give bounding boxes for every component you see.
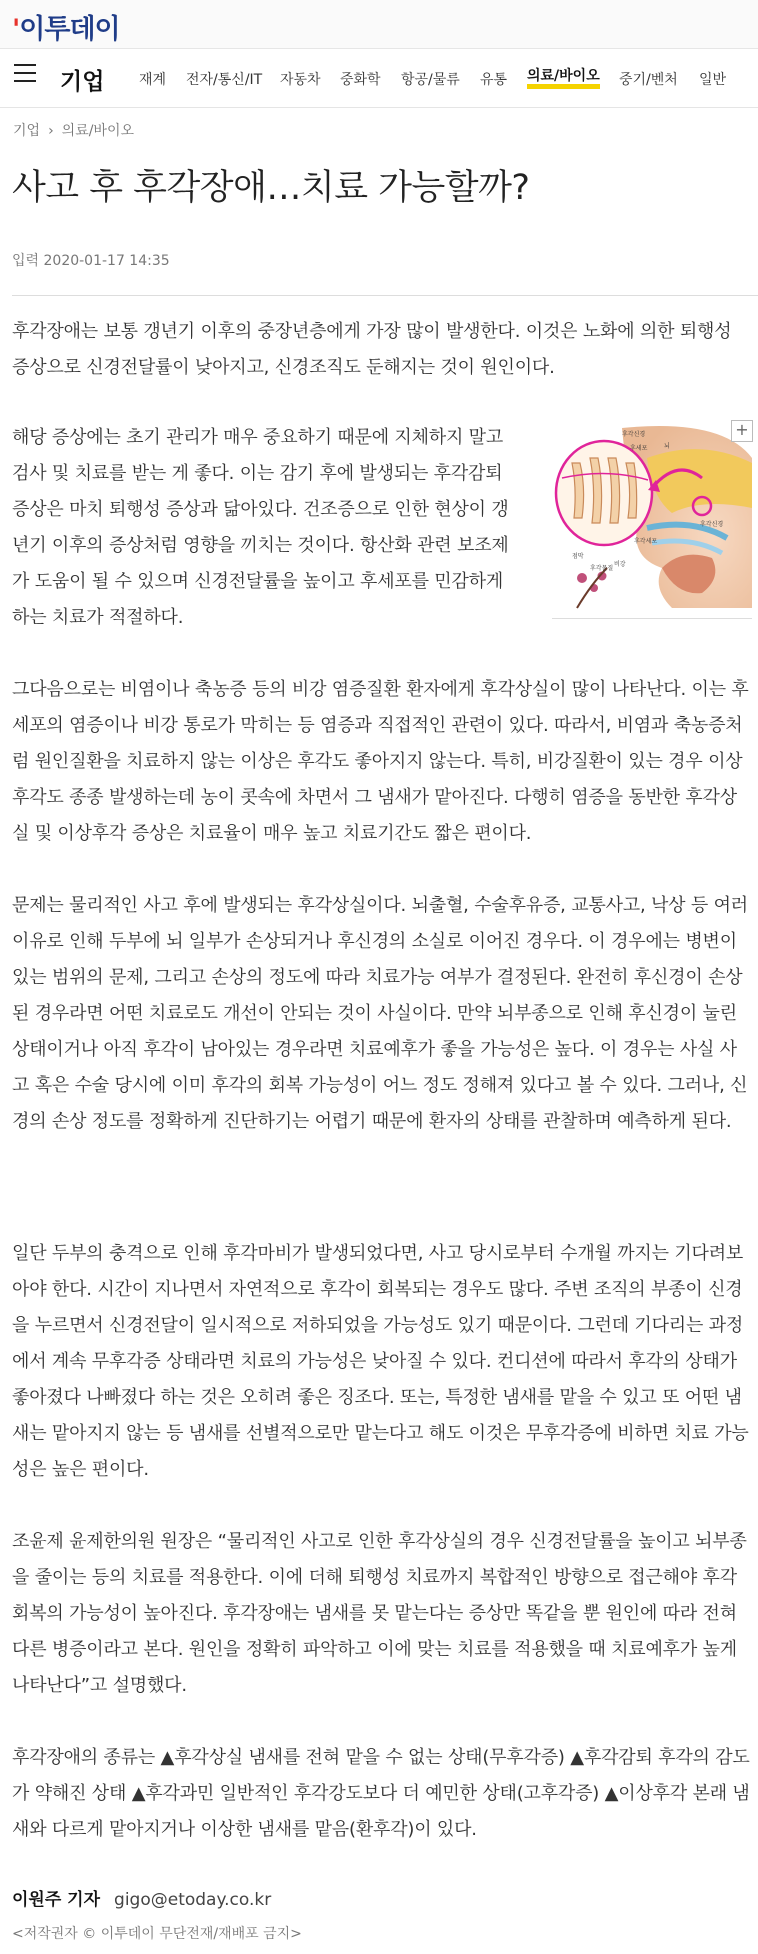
article-paragraph: 그다음으로는 비염이나 축농증 등의 비강 염증질환 환자에게 후각상실이 많이 나타난다. 이는 후세포의 염증이나 비강 통로가 막히는 등 염증과 직접적인 관련이 있다. 따라서, 비염과 축농증처럼 원인질환을 치료하지 않는 이상은 후각도 좋아지지 않는다. 특히, 비강질환이 있는 경우 이상후각도 종종 발생하는데 농이 콧속에 차면서 그 냄새가 맡아진다. 다행히 염증을 동반한 후각상실 및 이상후각 증상은 치료율이 매우 높고 치료기간도 짧은 편이다. (12, 679, 749, 844)
logo-text: 이투데이 (19, 14, 120, 45)
category-nav (0, 60, 758, 100)
nav-item-conglomerate[interactable]: 재계 (139, 72, 167, 88)
breadcrumb (13, 120, 134, 140)
figure-label: 뇌 (664, 443, 670, 450)
article-paragraph: 조윤제 윤제한의원 원장은 “물리적인 사고로 인한 후각상실의 경우 신경전달률을 높이고 뇌부종을 줄이는 등의 치료를 적용한다. 이에 더해 퇴행성 치료까지 복합적인 방향으로 접근해야 후각 회복의 가능성이 높아진다. 후각장애는 냄새를 못 맡는다는 증상만 똑같을 뿐 원인에 따라 전혀 다른 병증이라고 본다. 원인을 정확히 파악하고 이에 맞는 치료를 적용했을 때 치료예후가 높게 나타난다”고 설명했다. (12, 1531, 747, 1696)
section-title[interactable]: 기업 (60, 69, 105, 95)
article-title: 사고 후 후각장애…치료 가능할까? (12, 168, 530, 208)
nav-item-retail[interactable]: 유통 (480, 72, 508, 88)
article-paragraph: 문제는 물리적인 사고 후에 발생되는 후각상실이다. 뇌출혈, 수술후유증, 교통사고, 낙상 등 여러 이유로 인해 두부에 뇌 일부가 손상되거나 후신경의 소실로 이어진 경우다. 이 경우에는 병변이 있는 범위의 문제, 그리고 손상의 정도에 따라 치료가능 여부가 결정된다. 완전히 후신경이 손상된 경우라면 어떤 치료로도 개선이 안되는 것이 사실이다. 만약 뇌부종으로 인해 후신경이 눌린 상태이거나 아직 후각이 남아있는 경우라면 치료예후가 좋을 가능성은 높다. 이 경우는 사실 사고 혹은 수술 당시에 이미 후각의 회복 가능성이 어느 정도 정해져 있다고 볼 수 있다. 그러나, 신경의 손상 정도를 정확하게 진단하기는 어렵기 때문에 환자의 상태를 관찰하며 예측하게 된다. (12, 895, 748, 1132)
nav-item-aviation-logistics[interactable]: 항공/물류 (401, 72, 460, 88)
reporter-email[interactable]: gigo@etoday.co.kr (114, 1890, 272, 1910)
nav-item-electronics-it[interactable]: 전자/통신/IT (186, 72, 263, 88)
nav-item-general[interactable]: 일반 (699, 72, 727, 88)
figure-label: 후각세포 (634, 538, 658, 545)
figure-label: 후각신경 (700, 521, 724, 528)
image-zoom-button[interactable]: + (731, 420, 753, 442)
article-paragraph: 후각장애는 보통 갱년기 이후의 중장년층에게 가장 많이 발생한다. 이것은 노화에 의한 퇴행성 증상으로 신경전달률이 낮아지고, 신경조직도 둔해지는 것이 원인이다. (12, 321, 732, 378)
article-paragraph: 후각장애의 종류는 ▲후각상실 냄새를 전혀 맡을 수 없는 상태(무후각증) ▲후각감퇴 후각의 감도가 약해진 상태 ▲후각과민 일반적인 후각강도보다 더 예민한 상태(고후각증) ▲이상후각 본래 냄새와 다르게 맡아지거나 이상한 냄새를 맡음(환후각)이 있다. (12, 1747, 750, 1840)
hamburger-menu-icon[interactable] (14, 64, 36, 88)
byline (12, 1885, 271, 1910)
olfactory-anatomy-illustration (552, 418, 752, 618)
nav-item-medical-bio[interactable]: 의료/바이오 (527, 69, 600, 89)
publish-date: 입력 2020-01-17 14:35 (12, 253, 170, 269)
article-figure[interactable] (552, 418, 752, 619)
nav-item-automobile[interactable]: 자동차 (280, 72, 321, 88)
top-bar (0, 0, 758, 49)
reporter-name: 이원주 기자 (12, 1890, 101, 1910)
breadcrumb-subsection[interactable]: 의료/바이오 (61, 123, 135, 139)
nav-item-sme-venture[interactable]: 중기/벤처 (619, 72, 678, 88)
logo-mark: ' (12, 14, 20, 45)
article-paragraph: 일단 두부의 충격으로 인해 후각마비가 발생되었다면, 사고 당시로부터 수개월 까지는 기다려보아야 한다. 시간이 지나면서 자연적으로 후각이 회복되는 경우도 많다. 주변 조직의 부종이 신경을 누르면서 신경전달이 일시적으로 저하되었을 가능성도 있기 때문이다. 그런데 기다리는 과정에서 계속 무후각증 상태라면 치료의 가능성은 낮아질 수 있다. 컨디션에 따라서 후각의 상태가 좋아졌다 나빠졌다 하는 것은 오히려 좋은 징조다. 또는, 특정한 냄새를 맡을 수 있고 또 어떤 냄새는 맡아지지 않는 등 냄새를 선별적으로만 맡는다고 해도 이것은 무후각증에 비하면 치료 가능성은 높은 편이다. (12, 1243, 749, 1480)
figure-label: 비강 (614, 561, 626, 568)
title-divider (12, 295, 758, 296)
chevron-right-icon: › (48, 123, 54, 139)
figure-label: 후세포 (630, 445, 648, 452)
figure-label: 점막 (572, 553, 584, 560)
site-logo[interactable] (12, 7, 120, 46)
article-paragraph: 해당 증상에는 초기 관리가 매우 중요하기 때문에 지체하지 말고 검사 및 치료를 받는 게 좋다. 이는 감기 후에 발생되는 후각감퇴 증상은 마치 퇴행성 증상과 닮아있다. 건조증으로 인한 현상이 갱년기 이후의 증상처럼 영향을 끼치는 것이다. 항산화 관련 보조제가 도움이 될 수 있으며 신경전달률을 높이고 후세포를 민감하게 하는 치료가 적절하다. (12, 427, 509, 628)
breadcrumb-section[interactable]: 기업 (13, 123, 41, 139)
figure-label: 후각신경 (622, 431, 646, 438)
figure-label: 후각물질 (590, 565, 614, 572)
nav-divider (0, 107, 758, 108)
nav-item-chemical[interactable]: 중화학 (340, 72, 381, 88)
copyright-notice: <저작권자 © 이투데이 무단전재/재배포 금지> (12, 1926, 302, 1942)
